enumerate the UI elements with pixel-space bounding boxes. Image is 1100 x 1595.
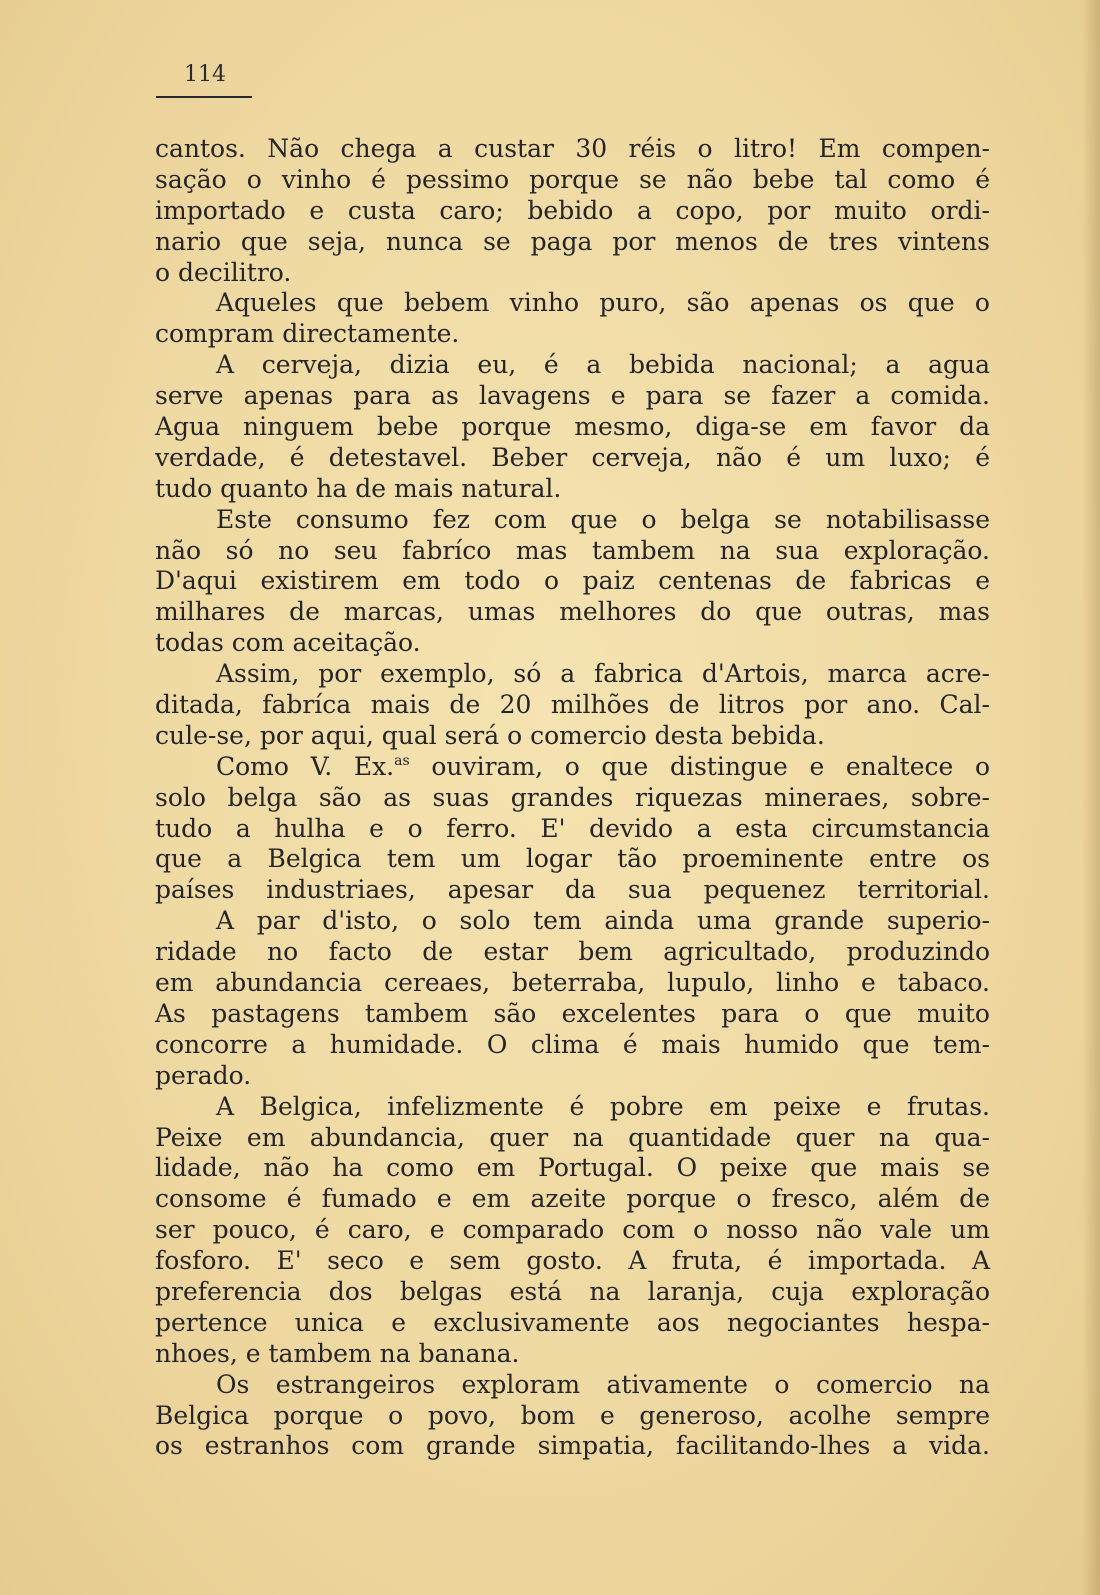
text-line: A par d'isto, o solo tem ainda uma grande superio- bbox=[216, 906, 990, 936]
text-line: o decilitro. bbox=[155, 257, 292, 287]
text-line: sação o vinho é pessimo porque se não bebe tal como é bbox=[155, 164, 990, 194]
text-line: tudo a hulha e o ferro. E' devido a esta circumstancia bbox=[155, 813, 990, 843]
text-line: Os estrangeiros exploram ativamente o comercio na bbox=[216, 1369, 990, 1399]
text-line: todas com aceitação. bbox=[155, 628, 421, 658]
text-line: As pastagens tambem são excelentes para o que muito bbox=[155, 998, 990, 1028]
text-line: ridade no facto de estar bem agricultado, produzindo bbox=[155, 937, 990, 967]
text-line: Aqueles que bebem vinho puro, são apenas os que o bbox=[216, 288, 990, 318]
text-line: não só no seu fabríco mas tambem na sua exploração. bbox=[155, 535, 990, 565]
text-line: consome é fumado e em azeite porque o fresco, além de bbox=[155, 1184, 990, 1214]
text-line: cantos. Não chega a custar 30 réis o litro! Em compen- bbox=[155, 134, 990, 163]
text-line: ditada, fabríca mais de 20 milhões de litros por ano. Cal- bbox=[155, 690, 990, 720]
text-line: lidade, não ha como em Portugal. O peixe que mais se bbox=[155, 1153, 990, 1183]
body-text bbox=[155, 134, 990, 1462]
text-line: solo belga são as suas grandes riquezas mineraes, sobre- bbox=[155, 782, 990, 812]
text-line: cule-se, por aqui, qual será o comercio desta bebida. bbox=[155, 720, 825, 750]
text-line: perado. bbox=[155, 1060, 252, 1090]
text-line: Agua ninguem bebe porque mesmo, diga-se em favor da bbox=[155, 412, 990, 442]
text-line-rest: ouviram, o que distingue e enaltece o bbox=[431, 751, 990, 781]
text-line: os estranhos com grande simpatia, facilitando-lhes a vida. bbox=[155, 1431, 990, 1461]
text-line: importado e custa caro; bebido a copo, por muito ordi- bbox=[155, 195, 990, 225]
text-line: verdade, é detestavel. Beber cerveja, não é um luxo; é bbox=[155, 442, 990, 472]
text-line bbox=[155, 752, 990, 783]
text-line: preferencia dos belgas está na laranja, cuja exploração bbox=[155, 1276, 990, 1306]
text-line: países industriaes, apesar da sua pequenez territorial. bbox=[155, 875, 990, 905]
page-number-rule bbox=[156, 96, 252, 98]
text-line: fosforo. E' seco e sem gosto. A fruta, é importada. A bbox=[155, 1246, 990, 1276]
text-line: nario que seja, nunca se paga por menos de tres vintens bbox=[155, 226, 990, 256]
text-line: serve apenas para as lavagens e para se fazer a comida. bbox=[155, 381, 990, 411]
text-line-prefix: Como V. Ex. bbox=[216, 751, 395, 781]
page-number: 114 bbox=[184, 62, 226, 87]
text-line: A Belgica, infelizmente é pobre em peixe e frutas. bbox=[216, 1091, 990, 1121]
text-line: compram directamente. bbox=[155, 319, 460, 349]
text-line: Este consumo fez com que o belga se notabilisasse bbox=[216, 504, 990, 534]
text-line: Belgica porque o povo, bom e generoso, acolhe sempre bbox=[155, 1400, 990, 1430]
text-line: concorre a humidade. O clima é mais humido que tem- bbox=[155, 1029, 990, 1059]
text-line: em abundancia cereaes, beterraba, lupulo, linho e tabaco. bbox=[155, 968, 990, 998]
text-line: nhoes, e tambem na banana. bbox=[155, 1338, 520, 1368]
text-line: D'aqui existirem em todo o paiz centenas de fabricas e bbox=[155, 566, 990, 596]
superscript-abbreviation: as bbox=[394, 752, 410, 769]
text-line: que a Belgica tem um logar tão proeminente entre os bbox=[155, 844, 990, 874]
text-line: Peixe em abundancia, quer na quantidade quer na qua- bbox=[155, 1122, 990, 1152]
text-line: pertence unica e exclusivamente aos negociantes hespa- bbox=[155, 1307, 990, 1337]
text-line: milhares de marcas, umas melhores do que outras, mas bbox=[155, 597, 990, 627]
text-line: tudo quanto ha de mais natural. bbox=[155, 473, 562, 503]
text-line: A cerveja, dizia eu, é a bebida nacional; a agua bbox=[216, 350, 990, 380]
text-line: Assim, por exemplo, só a fabrica d'Artois, marca acre- bbox=[216, 659, 990, 689]
text-line: ser pouco, é caro, e comparado com o nosso não vale um bbox=[155, 1215, 990, 1245]
